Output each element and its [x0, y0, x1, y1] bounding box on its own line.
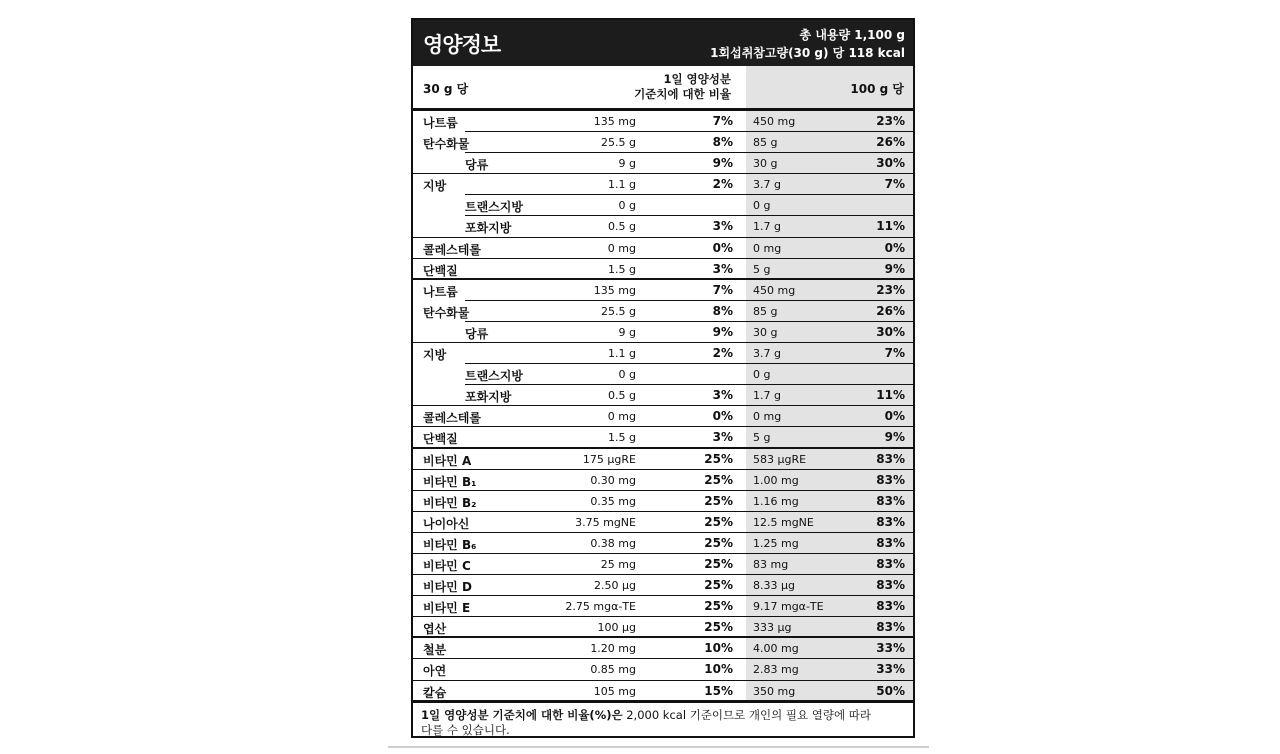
amount-per-30g: 0.5 g: [608, 389, 636, 403]
nutrient-name: 엽산: [423, 622, 447, 637]
label-header: [413, 20, 913, 66]
nutrient-row: [413, 343, 913, 364]
amount-per-30g: 1.20 mg: [590, 642, 636, 656]
daily-value-per-30g: 25%: [704, 493, 733, 508]
daily-value-per-30g: 25%: [704, 451, 733, 466]
nutrient-row: [413, 659, 913, 680]
daily-value-per-30g: 8%: [712, 135, 733, 150]
amount-per-30g: 2.75 mgα-TE: [565, 600, 636, 614]
nutrient-name: 지방: [423, 348, 447, 363]
daily-value-per-30g: 7%: [712, 282, 733, 297]
nutrient-name: 비타민 C: [423, 558, 471, 573]
nutrient-row: [413, 617, 913, 638]
nutrient-row: [413, 449, 913, 470]
daily-value-per-100g: 83%: [876, 578, 905, 593]
daily-value-per-100g: 83%: [876, 556, 905, 571]
amount-per-30g: 25 mg: [600, 557, 636, 571]
nutrient-row: [413, 512, 913, 533]
amount-per-30g: 105 mg: [593, 684, 636, 698]
amount-per-100g: 30 g: [753, 325, 778, 339]
daily-value-per-100g: 83%: [876, 493, 905, 508]
amount-per-100g: 1.00 mg: [753, 473, 799, 487]
nutrient-row: [413, 280, 913, 301]
daily-value-per-100g: 9%: [884, 261, 905, 276]
nutrient-row: [413, 259, 913, 280]
daily-value-per-100g: 9%: [884, 430, 905, 445]
amount-per-100g: 1.7 g: [753, 389, 781, 403]
amount-per-30g: 25.5 g: [601, 304, 636, 318]
amount-per-100g: 333 μg: [753, 621, 792, 635]
daily-value-per-30g: 25%: [704, 472, 733, 487]
amount-per-100g: 30 g: [753, 157, 778, 171]
nutrient-name: 콜레스테롤: [423, 242, 481, 257]
amount-per-30g: 0 g: [618, 368, 636, 382]
nutrient-name: 비타민 B₆: [423, 537, 477, 552]
amount-per-100g: 85 g: [753, 304, 778, 318]
column-header: [413, 66, 913, 111]
amount-per-30g: 9 g: [618, 325, 636, 339]
nutrient-name: 비타민 D: [423, 580, 472, 595]
daily-value-heading: 1일 영양성분 기준치에 대한 비율: [634, 72, 731, 101]
daily-value-per-30g: 0%: [712, 409, 733, 424]
daily-value-per-100g: 26%: [876, 135, 905, 150]
amount-per-30g: 0.38 mg: [590, 536, 636, 550]
nutrient-name: 철분: [423, 643, 447, 658]
amount-per-30g: 135 mg: [593, 283, 636, 297]
daily-value-per-30g: 9%: [712, 156, 733, 171]
amount-per-100g: 450 mg: [753, 115, 796, 128]
nutrient-name: 콜레스테롤: [423, 411, 481, 426]
daily-value-per-30g: 3%: [712, 261, 733, 276]
daily-value-per-30g: 3%: [712, 430, 733, 445]
daily-value-per-100g: 11%: [876, 219, 905, 234]
nutrient-name: 비타민 B₁: [423, 474, 477, 489]
daily-value-per-30g: 25%: [704, 599, 733, 614]
amount-per-30g: 0.5 g: [608, 220, 636, 234]
amount-per-100g: 450 mg: [753, 283, 796, 297]
amount-per-30g: 0 mg: [607, 241, 636, 255]
nutrient-row: [413, 575, 913, 596]
nutrient-name: 지방: [423, 179, 447, 194]
nutrient-name: 나트륨: [423, 116, 458, 130]
daily-value-per-100g: 83%: [876, 514, 905, 529]
footnote: 1일 영양성분 기준치에 대한 비율(%)은 2,000 kcal 기준이므로 개인의 필요 열량에 따라 다를 수 있습니다.: [413, 700, 913, 739]
amount-per-100g: 12.5 mgNE: [753, 515, 814, 529]
nutrient-name: 나트륨: [423, 284, 458, 299]
nutrient-name: 비타민 A: [423, 453, 472, 468]
amount-per-30g: 2.50 μg: [594, 579, 636, 593]
daily-value-per-100g: 23%: [876, 114, 905, 128]
daily-value-per-30g: 25%: [704, 556, 733, 571]
amount-per-30g: 1.5 g: [608, 431, 636, 445]
daily-value-per-100g: 83%: [876, 451, 905, 466]
daily-value-per-30g: 7%: [712, 114, 733, 128]
daily-value-per-100g: 30%: [876, 324, 905, 339]
shaded-column: [746, 195, 913, 216]
amount-per-100g: 9.17 mgα-TE: [753, 600, 824, 614]
per-30g-heading: 30 g 당: [423, 82, 469, 96]
daily-value-per-30g: 9%: [712, 324, 733, 339]
daily-value-per-100g: 83%: [876, 620, 905, 635]
amount-per-100g: 8.33 μg: [753, 579, 795, 593]
nutrient-name: 비타민 E: [423, 601, 471, 616]
amount-per-100g: 583 μgRE: [753, 452, 807, 466]
amount-per-30g: 0.30 mg: [590, 473, 636, 487]
daily-value-per-100g: 33%: [876, 662, 905, 677]
nutrient-row: [413, 638, 913, 659]
amount-per-100g: 1.25 mg: [753, 536, 799, 550]
nutrient-row: [413, 364, 913, 385]
daily-value-per-30g: 15%: [704, 683, 733, 698]
amount-per-100g: 0 g: [753, 199, 771, 213]
nutrient-name: 트랜스지방: [465, 200, 523, 215]
nutrient-name: 탄수화물: [423, 305, 470, 320]
daily-value-per-100g: 33%: [876, 641, 905, 656]
amount-per-100g: 1.16 mg: [753, 494, 799, 508]
nutrient-row: [413, 427, 913, 448]
amount-per-30g: 25.5 g: [601, 136, 636, 150]
total-content: 총 내용량 1,100 g: [799, 28, 905, 42]
nutrient-name: 아연: [423, 664, 447, 679]
daily-value-per-100g: 0%: [884, 409, 905, 424]
amount-per-30g: 9 g: [618, 157, 636, 171]
daily-value-per-100g: 26%: [876, 303, 905, 318]
daily-value-per-30g: 10%: [704, 641, 733, 656]
nutrient-row: [413, 322, 913, 343]
nutrient-row: [413, 174, 913, 195]
nutrient-row: [413, 385, 913, 406]
daily-value-per-100g: 7%: [884, 177, 905, 192]
amount-per-100g: 0 g: [753, 368, 771, 382]
amount-per-100g: 0 mg: [753, 241, 782, 255]
daily-value-per-100g: 83%: [876, 535, 905, 550]
nutrient-name: 당류: [465, 326, 489, 341]
amount-per-30g: 135 mg: [593, 115, 636, 128]
nutrient-name: 당류: [465, 158, 489, 173]
amount-per-100g: 5 g: [753, 431, 771, 445]
nutrient-name: 트랜스지방: [465, 369, 523, 384]
daily-value-per-30g: 8%: [712, 303, 733, 318]
amount-per-100g: 3.7 g: [753, 347, 781, 361]
amount-per-30g: 3.75 mgNE: [575, 515, 636, 529]
nutrient-name: 나이아신: [423, 516, 470, 531]
daily-value-per-30g: 2%: [712, 177, 733, 192]
daily-value-per-100g: 83%: [876, 472, 905, 487]
amount-per-100g: 350 mg: [753, 684, 796, 698]
nutrient-row: [413, 216, 913, 237]
amount-per-30g: 0 mg: [607, 410, 636, 424]
nutrient-row: [413, 111, 913, 132]
nutrient-row: [413, 238, 913, 259]
shaded-column: [746, 364, 913, 385]
daily-value-per-30g: 25%: [704, 578, 733, 593]
amount-per-30g: 100 μg: [597, 621, 636, 635]
serving-size: 1회섭취참고량(30 g) 당 118 kcal: [710, 46, 905, 60]
nutrient-row: [413, 406, 913, 427]
amount-per-100g: 1.7 g: [753, 220, 781, 234]
nutrition-facts-label: [411, 18, 915, 738]
nutrient-row: [413, 491, 913, 512]
daily-value-per-100g: 7%: [884, 346, 905, 361]
daily-value-per-100g: 11%: [876, 388, 905, 403]
daily-value-per-30g: 0%: [712, 240, 733, 255]
daily-value-per-30g: 25%: [704, 535, 733, 550]
daily-value-per-30g: 25%: [704, 514, 733, 529]
daily-value-per-100g: 30%: [876, 156, 905, 171]
daily-value-per-30g: 3%: [712, 219, 733, 234]
daily-value-per-100g: 23%: [876, 282, 905, 297]
per-100g-heading: 100 g 당: [850, 82, 904, 96]
daily-value-per-30g: 2%: [712, 346, 733, 361]
amount-per-100g: 83 mg: [753, 557, 789, 571]
nutrient-row: [413, 554, 913, 575]
nutrient-name: 포화지방: [465, 221, 512, 236]
nutrient-name: 칼슘: [423, 685, 447, 700]
nutrient-name: 포화지방: [465, 390, 512, 405]
amount-per-100g: 2.83 mg: [753, 663, 799, 677]
nutrient-name: 비타민 B₂: [423, 495, 477, 510]
amount-per-30g: 0.35 mg: [590, 494, 636, 508]
nutrient-row: [413, 195, 913, 216]
daily-value-per-100g: 0%: [884, 240, 905, 255]
amount-per-100g: 85 g: [753, 136, 778, 150]
amount-per-30g: 1.1 g: [608, 178, 636, 192]
nutrient-row: [413, 153, 913, 174]
amount-per-30g: 1.1 g: [608, 347, 636, 361]
amount-per-100g: 0 mg: [753, 410, 782, 424]
nutrient-row: [413, 596, 913, 617]
amount-per-30g: 1.5 g: [608, 262, 636, 276]
nutrient-name: 탄수화물: [423, 137, 470, 152]
daily-value-per-30g: 25%: [704, 620, 733, 635]
nutrient-row: [413, 533, 913, 554]
daily-value-per-100g: 50%: [876, 683, 905, 698]
amount-per-30g: 175 μgRE: [582, 452, 636, 466]
nutrient-rows: [413, 111, 913, 702]
amount-per-100g: 5 g: [753, 262, 771, 276]
nutrient-row: [413, 301, 913, 322]
amount-per-30g: 0 g: [618, 199, 636, 213]
daily-value-per-30g: 3%: [712, 388, 733, 403]
label-title: 영양정보: [423, 33, 501, 57]
nutrient-row: [413, 132, 913, 153]
daily-value-per-100g: 83%: [876, 599, 905, 614]
amount-per-100g: 4.00 mg: [753, 642, 799, 656]
amount-per-100g: 3.7 g: [753, 178, 781, 192]
amount-per-30g: 0.85 mg: [590, 663, 636, 677]
nutrient-name: 단백질: [423, 263, 458, 278]
page-divider: [388, 746, 929, 748]
nutrient-name: 단백질: [423, 432, 458, 447]
daily-value-per-30g: 10%: [704, 662, 733, 677]
nutrient-row: [413, 470, 913, 491]
nutrient-row: [413, 681, 913, 702]
